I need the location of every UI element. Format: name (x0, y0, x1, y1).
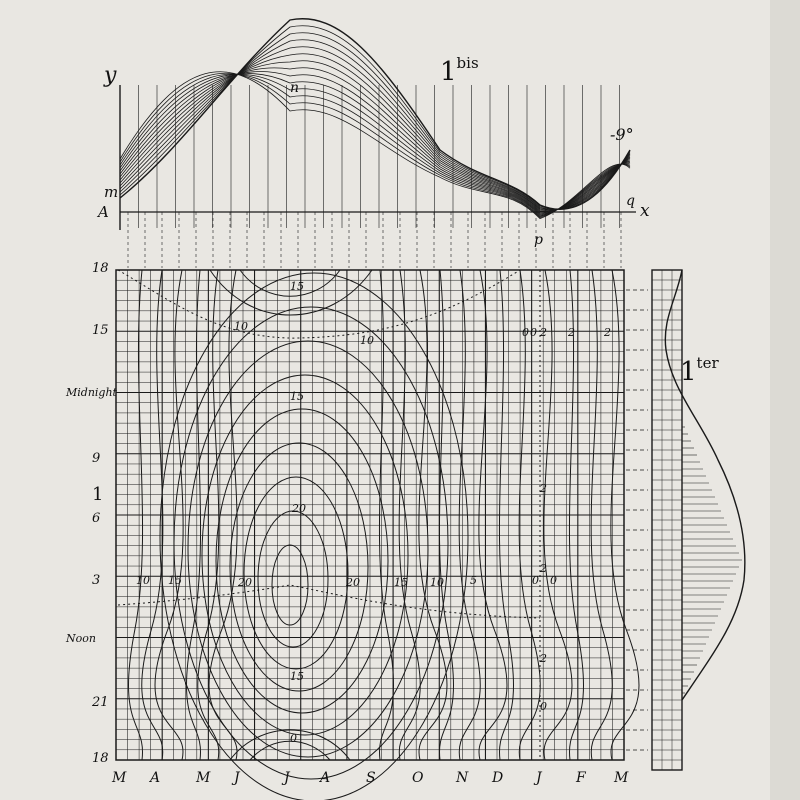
month-label: A (150, 770, 161, 786)
month-label: J (284, 770, 290, 786)
hour-label: Midnight (66, 386, 117, 399)
label-n: n (290, 80, 300, 96)
hour-label: 6 (92, 511, 101, 526)
contour-label: 15 (394, 576, 408, 589)
contour-label: 0 (530, 326, 537, 339)
contour-label: 0 (532, 574, 539, 587)
label-q: q (626, 193, 635, 209)
contour-label: 0 (290, 732, 297, 745)
month-label: M (196, 770, 211, 786)
month-label: J (234, 770, 240, 786)
label-y: y (104, 63, 117, 88)
contour-label: 15 (290, 670, 304, 683)
month-label: D (492, 770, 504, 786)
contour-label: 2 (568, 326, 575, 339)
hour-label: 21 (92, 695, 109, 710)
label-A: A (98, 203, 109, 221)
month-label: M (614, 770, 629, 786)
contour-label: 2 (540, 326, 547, 339)
contour-label: 2 (604, 326, 611, 339)
hour-label: 15 (92, 323, 109, 338)
hour-label: 9 (92, 451, 101, 466)
label-x: x (640, 201, 650, 221)
top-figure-title: $1^{bis}$ (440, 54, 479, 87)
month-label: O (412, 770, 424, 786)
month-label: M (112, 770, 127, 786)
contour-label: 20 (346, 576, 360, 589)
label-m: m (104, 183, 119, 201)
contour-label: 2 (540, 562, 547, 575)
contour-label: 0 (540, 700, 547, 713)
label-deg: -9° (610, 125, 634, 144)
month-label: J (536, 770, 542, 786)
month-label: A (320, 770, 331, 786)
month-label: S (366, 770, 376, 786)
contour-label: 0 (522, 326, 529, 339)
contour-label: 15 (290, 390, 304, 403)
hour-label: 18 (92, 751, 109, 766)
scan-edge (770, 0, 800, 800)
hour-label: 18 (92, 261, 109, 276)
hour-label: 3 (92, 573, 101, 588)
month-label: N (456, 770, 469, 786)
contour-label: 0 (550, 574, 557, 587)
contour-label: 5 (470, 574, 477, 587)
side-figure-title: $1^{ter}$ (680, 354, 719, 387)
contour-label: 20 (238, 576, 252, 589)
contour-label: 15 (168, 574, 182, 587)
hour-label: Noon (66, 632, 96, 645)
contour-label: 2 (540, 482, 547, 495)
contour-label: 10 (136, 574, 150, 587)
contour-label: 10 (430, 576, 444, 589)
contour-label: 2 (540, 652, 547, 665)
contour-label: 10 (234, 320, 248, 333)
label-p: p (534, 232, 543, 248)
contour-label: 15 (290, 280, 304, 293)
month-label: F (576, 770, 586, 786)
contour-label: 10 (360, 334, 374, 347)
main-figure-number: 1 (92, 484, 104, 505)
contour-label: 20 (292, 502, 306, 515)
